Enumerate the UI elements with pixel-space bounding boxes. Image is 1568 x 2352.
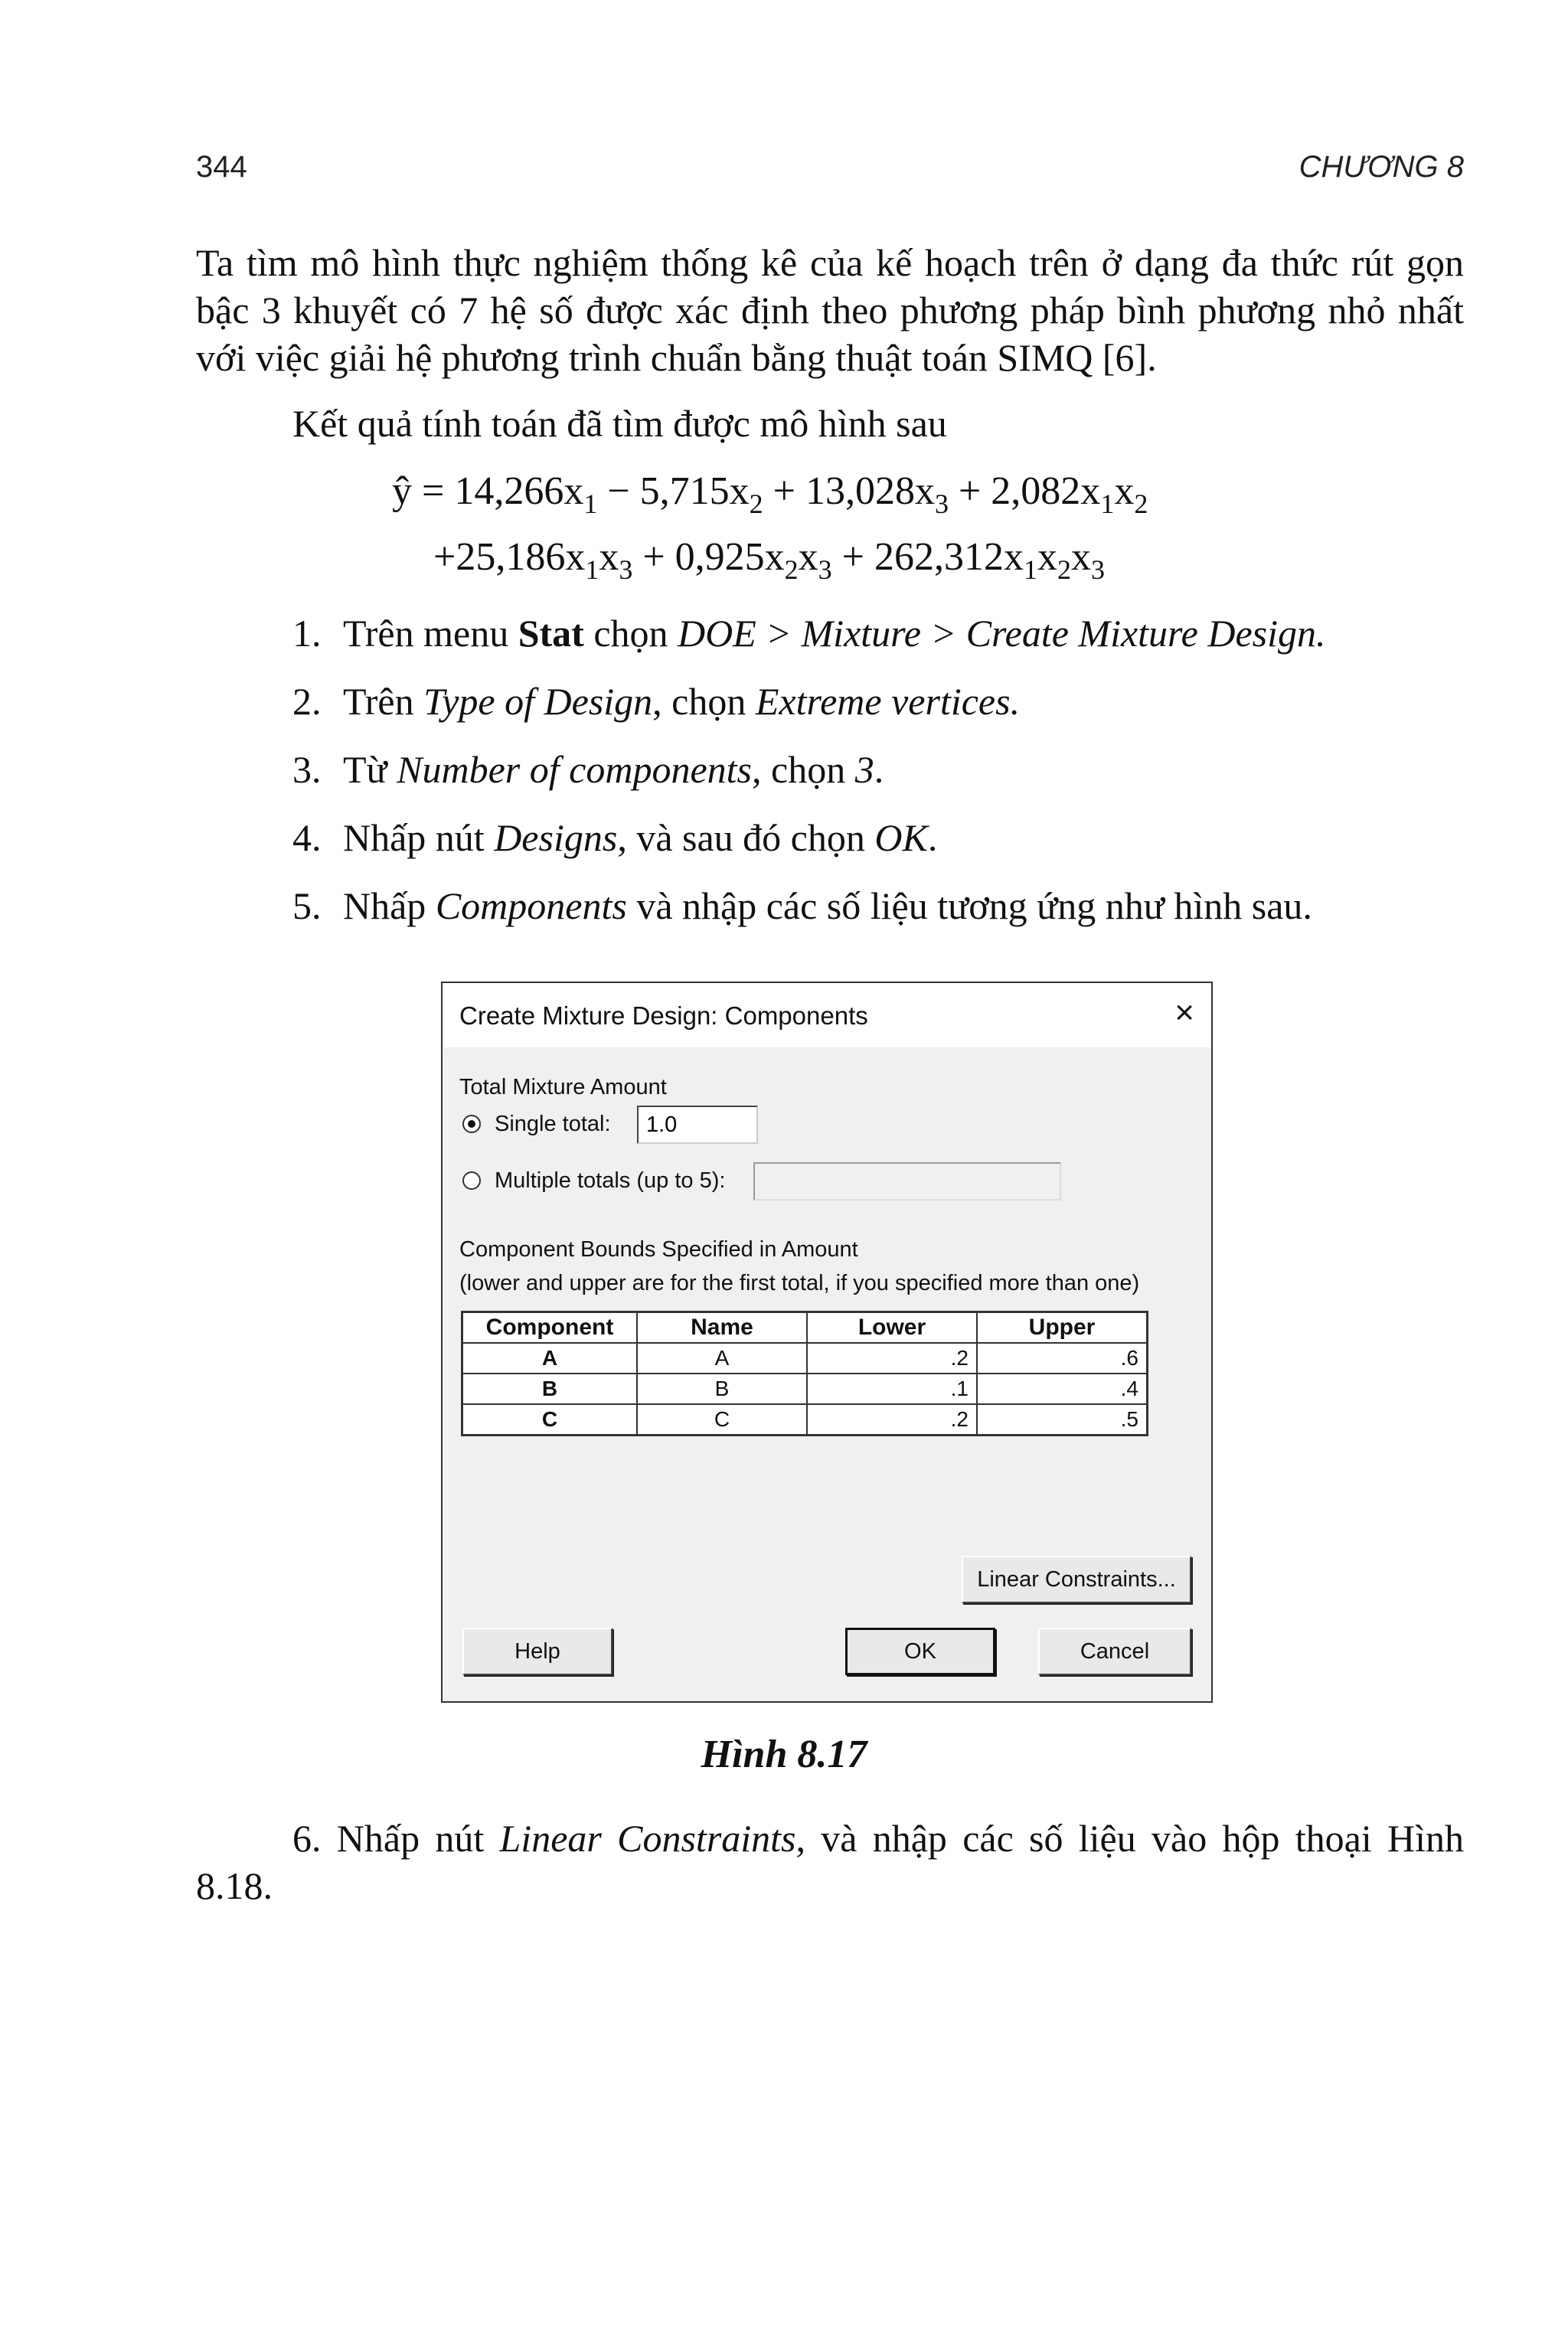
equation-line-1: ŷ = $14,266x_1 - 5,715x_2 + 13,028x_3 + 2,082x_1x_2$ — [392, 469, 1148, 519]
upper-cell[interactable]: .4 — [977, 1374, 1148, 1404]
lower-cell[interactable]: .1 — [807, 1374, 977, 1404]
component-bounds-grid — [461, 1311, 1148, 1436]
lower-cell[interactable]: .2 — [807, 1404, 977, 1436]
dialog-title: Create Mixture Design: Components — [459, 1001, 868, 1030]
closing-paragraph: 6. Nhấp nút Linear Constraints, và nhập các số liệu vào hộp thoại Hình 8.18. — [196, 1817, 1464, 1907]
step-1: 1. Trên menu Stat chọn DOE > Mixture > Create Mixture Design. — [292, 612, 1326, 655]
name-cell[interactable]: B — [637, 1374, 807, 1404]
bounds-note: (lower and upper are for the first total, if you specified more than one) — [459, 1271, 1140, 1295]
single-total-field[interactable] — [637, 1106, 758, 1144]
close-icon[interactable]: × — [1174, 994, 1194, 1031]
column-header-component: Component — [462, 1312, 638, 1344]
step-3: 3. Từ Number of components, chọn 3. — [292, 748, 884, 791]
upper-cell[interactable]: .5 — [977, 1404, 1148, 1436]
component-cell: A — [462, 1343, 638, 1374]
column-header-upper: Upper — [977, 1312, 1148, 1344]
steps-list — [292, 609, 1326, 950]
linear-constraints-button[interactable]: Linear Constraints... — [962, 1556, 1191, 1603]
dialog-title-bar — [443, 983, 1211, 1047]
component-cell: B — [462, 1374, 638, 1404]
intro-paragraph: Ta tìm mô hình thực nghiệm thống kê của kế hoạch trên ở dạng đa thức rút gọn bậc 3 khuyết có 7 hệ số được xác định theo phương pháp bình phương nhỏ nhất với việc giải hệ phương trình chuẩn bằng thuật toán SIMQ [6]. — [196, 241, 1464, 379]
single-total-radio[interactable] — [462, 1115, 481, 1133]
components-dialog — [441, 982, 1213, 1703]
column-header-lower: Lower — [807, 1312, 977, 1344]
table-row — [462, 1343, 1148, 1374]
table-row — [462, 1404, 1148, 1436]
table-row — [462, 1374, 1148, 1404]
grid-header-row — [462, 1312, 1148, 1344]
name-cell[interactable]: C — [637, 1404, 807, 1436]
bounds-label: Component Bounds Specified in Amount — [459, 1237, 858, 1262]
column-header-name: Name — [637, 1312, 807, 1344]
page-number: 344 — [196, 150, 247, 184]
result-paragraph: Kết quả tính toán đã tìm được mô hình sau — [292, 402, 947, 445]
help-button[interactable]: Help — [462, 1628, 612, 1675]
equation-line-2: $+25,186x_1x_3 + 0,925x_2x_3 + 262,312x_1x_2x_3$ — [433, 535, 1105, 585]
multiple-totals-radio[interactable] — [462, 1171, 481, 1190]
multiple-totals-field[interactable] — [753, 1162, 1061, 1200]
upper-cell[interactable]: .6 — [977, 1343, 1148, 1374]
cancel-button[interactable]: Cancel — [1038, 1628, 1191, 1675]
name-cell[interactable]: A — [637, 1343, 807, 1374]
ok-button[interactable]: OK — [845, 1628, 995, 1675]
figure-caption: Hình 8.17 — [701, 1733, 867, 1776]
lower-cell[interactable]: .2 — [807, 1343, 977, 1374]
multiple-totals-label: Multiple totals (up to 5): — [495, 1168, 726, 1193]
total-mixture-label: Total Mixture Amount — [459, 1075, 667, 1099]
chapter-header: CHƯƠNG 8 — [1298, 150, 1464, 184]
step-5: 5. Nhấp Components và nhập các số liệu tương ứng như hình sau. — [292, 884, 1312, 927]
step-4: 4. Nhấp nút Designs, và sau đó chọn OK. — [292, 816, 938, 859]
single-total-label: Single total: — [495, 1112, 611, 1136]
step-2: 2. Trên Type of Design, chọn Extreme vertices. — [292, 680, 1021, 723]
component-cell: C — [462, 1404, 638, 1436]
